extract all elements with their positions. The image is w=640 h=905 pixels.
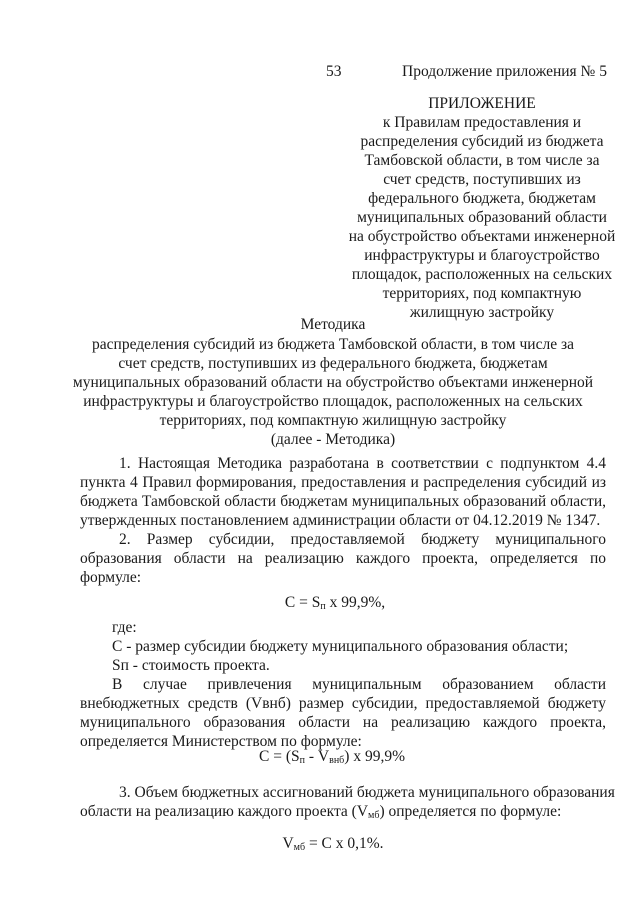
appendix-line: муниципальных образований области [357, 209, 607, 226]
text-part: ) определяется по формуле: [379, 803, 562, 820]
formula-subscript: мб [368, 810, 380, 821]
text-line: формуле: [80, 569, 142, 586]
method-line: счет средств, поступивших из федерального бюджета, бюджетам [118, 355, 548, 372]
formula-subscript: внб [329, 755, 345, 766]
text-part: области на реализацию каждого проекта (V [80, 803, 369, 820]
text-line: утвержденных постановлением администрации области от 04.12.2019 № 1347. [80, 512, 601, 529]
continuation-note: Продолжение приложения № 5 [402, 63, 607, 80]
appendix-line: к Правилам предоставления и [382, 114, 582, 131]
text-line: определяется Министерством по формуле: [80, 733, 362, 750]
text-line: 1. Настоящая Методика разработана в соответствии с подпунктом 4.4 [119, 455, 606, 472]
text-line [80, 803, 561, 821]
text-line: внебюджетных средств (Vвнб) размер субсидии, предоставляемой бюджету [80, 695, 606, 712]
formula-part: V [282, 835, 294, 852]
text-line: образования области на реализацию каждого проекта, определяется по [80, 550, 606, 567]
definition-s: Sп - стоимость проекта. [112, 657, 270, 674]
formula-part: C = (S [259, 748, 300, 765]
formula-part: C = S [284, 594, 321, 611]
method-line: распределения субсидий из бюджета Тамбовской области, в том числе за [92, 336, 574, 353]
method-line: муниципальных образований области на обустройство объектами инженерной [72, 374, 594, 391]
appendix-line: территориях, под компактную [382, 285, 582, 302]
where-label: где: [112, 619, 137, 636]
formula-subscript: п [299, 755, 305, 766]
appendix-line: инфраструктуры и благоустройство [364, 247, 600, 264]
definition-c: С - размер субсидии бюджету муниципального образования области; [112, 638, 569, 655]
formula-part: - V [305, 748, 330, 765]
text-line: пункта 4 Правил формирования, предоставления и распределения субсидий из [80, 474, 606, 491]
text-line: 2. Размер субсидии, предоставляемой бюджету муниципального [119, 531, 606, 548]
text-line: 3. Объем бюджетных ассигнований бюджета муниципального образования [119, 784, 615, 801]
formula-subscript: п [320, 601, 326, 612]
formula-subscript: мб [293, 842, 306, 853]
appendix-line: площадок, расположенных на сельских [351, 266, 613, 283]
formula-subsidy-extra [12, 748, 640, 766]
formula-subsidy [15, 594, 640, 612]
text-line: В случае привлечения муниципальным образованием области [112, 676, 606, 693]
page-number: 53 [326, 63, 342, 80]
appendix-line: распределения субсидий из бюджета [360, 133, 604, 150]
formula-part: ) x 99,9% [344, 748, 405, 765]
appendix-title: ПРИЛОЖЕНИЕ [428, 95, 536, 112]
appendix-line: счет средств, поступивших из [383, 171, 581, 188]
appendix-line: Тамбовской области, в том числе за [364, 152, 600, 169]
formula-part: x 99,9%, [325, 594, 386, 611]
text-line: бюджета Тамбовской области бюджетам муниципальных образований области, [80, 493, 606, 510]
method-title: Методика [300, 316, 366, 333]
text-line: муниципального образования области на реализацию каждого проекта, [80, 714, 606, 731]
appendix-line: на обустройство объектами инженерной [348, 228, 616, 245]
method-line: (далее - Методика) [270, 431, 396, 448]
appendix-line: жилищную застройку [409, 304, 555, 321]
method-line: инфраструктуры и благоустройство площадок, расположенных на сельских [83, 393, 583, 410]
formula-budget [13, 835, 640, 853]
appendix-line: федерального бюджета, бюджетам [368, 190, 596, 207]
method-line: территориях, под компактную жилищную застройку [159, 412, 507, 429]
formula-part: = C x 0,1%. [305, 835, 384, 852]
